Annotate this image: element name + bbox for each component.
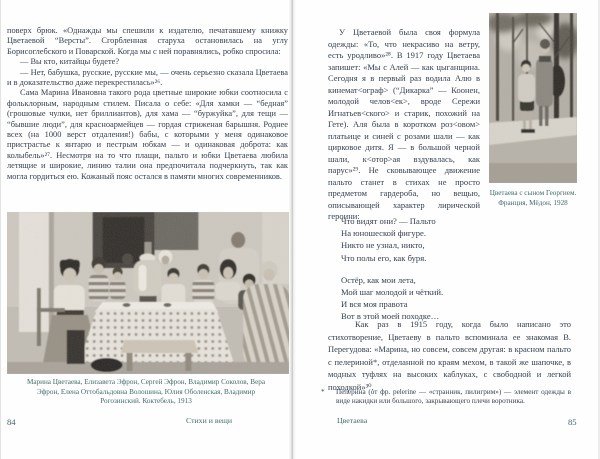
poem-line: Остёр, как мои лета, bbox=[341, 274, 416, 285]
paragraph: У Цветаевой была своя формула одежды: «То, что некрасиво на ветру, есть уродливо»²⁸. В 1917 году Цветаева запишет: «Мы с Алей — как цыганщина. Сегодня я в первый раз водила Алю в кинемат<ограф> (“Дикарка” — Коонен, молодой челов<ек>, вроде Сережи Игнатьев<ского> и старик, похожий на Гете). Аля была в коротком роз<овом> платьице и синей с розами шали — как цирковое дитя. Я — в большой черной шали, к<отор>ая вздувалась, как парус»²⁹. Не сковывающее движение пальто станет в стихах не просто предметом гардероба, но вещью, описывающей характер лирической героини: bbox=[328, 27, 480, 221]
paragraph: поверх брюк. «Однажды мы спешили к издателю, печатавшему книжку Цветаевой “Версты”. Сгорбленная старуха остановилась на углу Борисоглебского и Поварской. Когда мы с ней поравнялись, робко спросила: bbox=[7, 26, 288, 56]
photo-caption-left: Марина Цветаева, Елизавета Эфрон, Сергей Эфрон, Владимир Соколов, Вера Эфрон, Елена Оттобальдовна Волошина, Юлия Оболенская, Владимир Рогозинский. Коктебель, 1913 bbox=[26, 378, 266, 406]
poem-line: Вот в этой моей походке… bbox=[341, 311, 440, 322]
poem bbox=[341, 215, 443, 333]
left-body-text bbox=[7, 26, 288, 182]
poem-line: И вся моя правота bbox=[341, 299, 408, 310]
paragraph: Как раз в 1915 году, когда было написано это стихотворение, Цветаеву в пальто вспоминала ее знакомая В. Перегудова: «Марина, но совсем, совсем другая: в красном пальто с пелериной*, отделанной по краям мехом, в такой же шапочке, в модных туфлях на высоких каблуках, с свободной и легкой походкой»³⁰. bbox=[328, 319, 571, 392]
dialogue-line: — Нет, бабушка, русские, русские мы, — очень серьезно сказала Цветаева и в доказательство даже перекрестилась»²⁶. bbox=[7, 67, 288, 88]
page-left bbox=[0, 0, 291, 459]
spread-left-edge bbox=[0, 0, 1, 459]
footnote bbox=[321, 388, 571, 407]
page-number-right: 85 bbox=[568, 417, 577, 427]
photo-caption-right: Цветаева с сыном Георгием. Франция, Мёдон, 1928 bbox=[489, 189, 577, 207]
poem-stanza bbox=[341, 215, 443, 264]
poem-stanza bbox=[341, 274, 443, 323]
running-title-left: Стихи и вещи bbox=[186, 416, 233, 425]
footnote-marker: * bbox=[321, 388, 325, 396]
running-title-right: Цветаева bbox=[337, 416, 368, 425]
dialogue-line: — Вы кто, китайцы будете? bbox=[20, 57, 120, 67]
page-gutter bbox=[289, 0, 296, 459]
photo-koktebel-group bbox=[7, 212, 289, 374]
right-body-text bbox=[328, 27, 480, 223]
poem-line: Мой шаг молодой и чёткий. bbox=[341, 287, 444, 298]
poem-line: Что полы его, как буря. bbox=[341, 252, 427, 263]
photo-tsvetaeva-georgy bbox=[489, 13, 577, 183]
page-number-left: 84 bbox=[7, 417, 16, 427]
footnote-text: Пелерина (от фр. pelerine — «странник, пилигрим») — элемент одежды в виде накидки или большого, закрывающего плечи воротника. bbox=[336, 388, 571, 406]
poem-line: На юношеской фигуре. bbox=[341, 228, 426, 239]
paragraph: Сама Марина Ивановна такого рода цветные широкие юбки соотносила с фольклорным, народным стилем. Писала о себе: «Для хамки — “бедная” (грошовые чулки, нет бриллиантов), для хама — “буржуйка”, для тещи — “бывшие люди”, для красноармейцев — гордая стриженая барышня. Роднее всех (на 1000 верст отдаления!) бабы, с которыми у меня одинаковое пристрастье к янтарю и пестрым юбкам — и одинаковая доброта: как колыбель»²⁷. Несмотря на то что плащи, пальто и юбки Цветаева любила летящие и широкие, линию талии она предпочитала подчеркнуть, так как могла гордиться ею. Кожаный пояс остался в памяти многих современников. bbox=[7, 88, 288, 181]
poem-line: Что видят они? — Пальто bbox=[341, 216, 436, 226]
poem-line: Никто не узнал, никто, bbox=[341, 240, 425, 251]
